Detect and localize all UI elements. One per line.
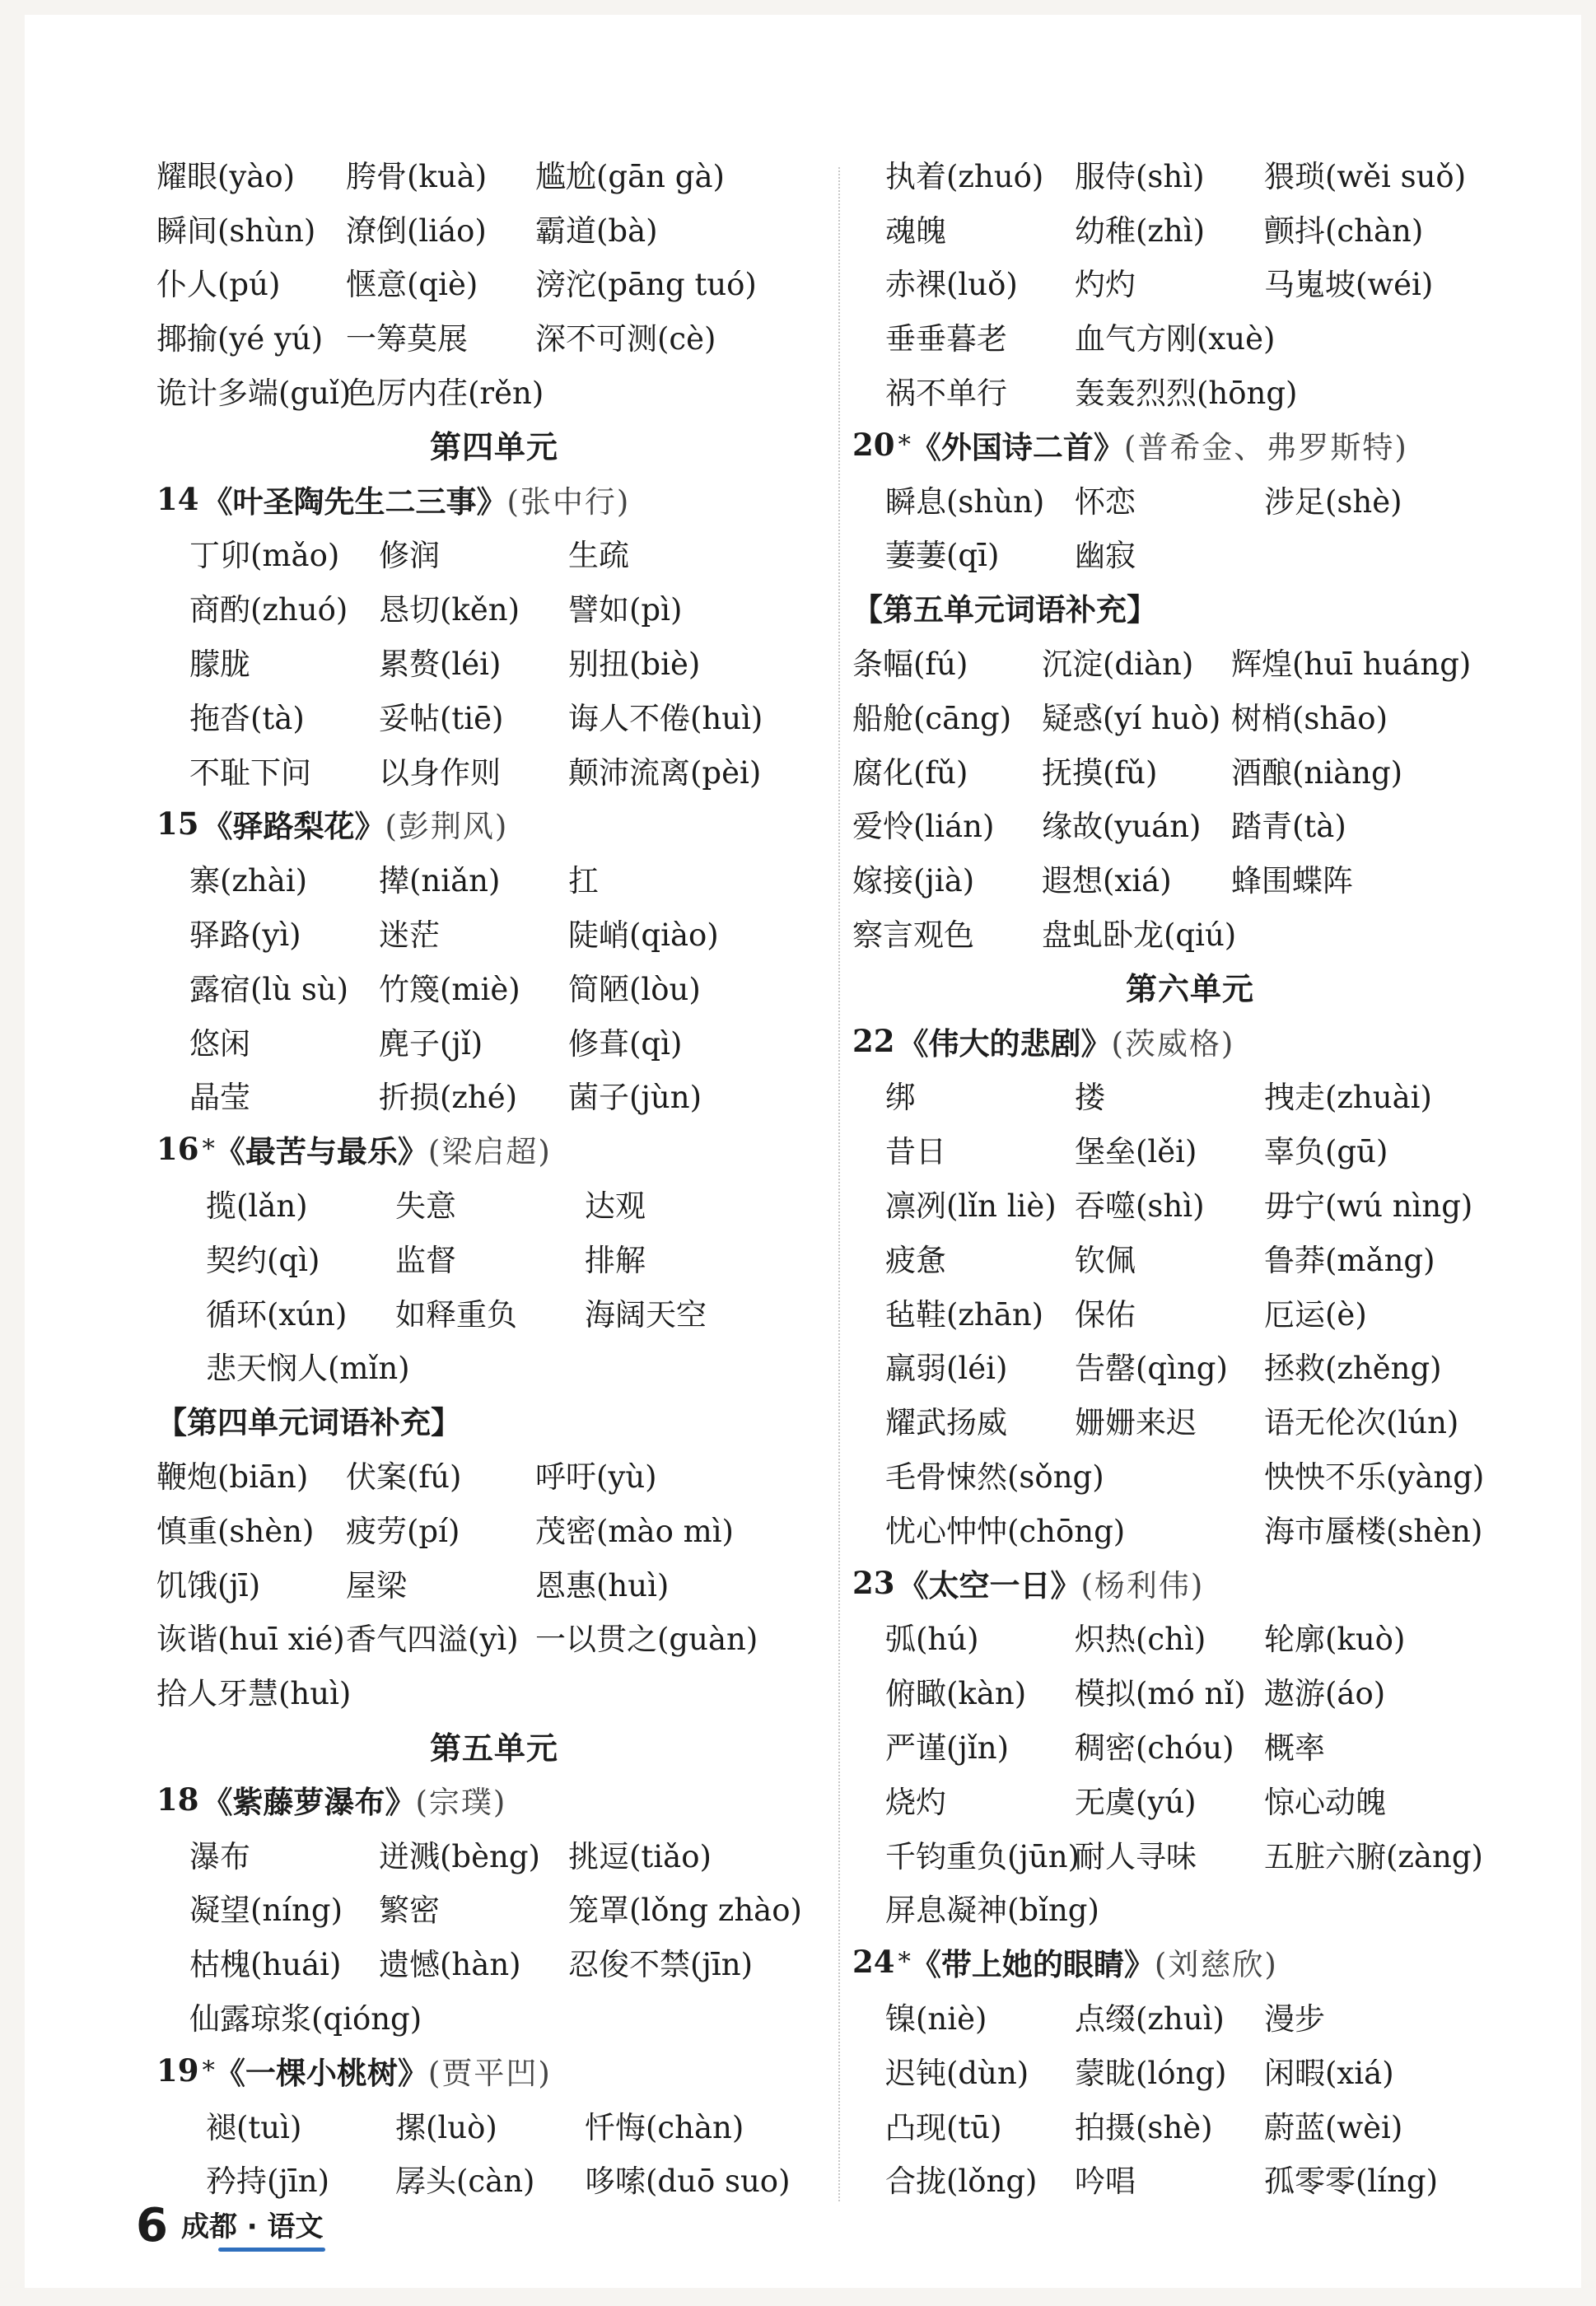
vocab-row (156, 363, 832, 418)
vocab-item: 麂子(jǐ) (379, 1025, 483, 1062)
vocab-item: 寨(zhài) (189, 863, 308, 899)
vocab-item: 揽(lǎn) (206, 1188, 308, 1225)
vocab-item: 忧心忡忡(chōng) (885, 1513, 1126, 1549)
vocab-row (156, 1664, 832, 1718)
lesson-author: (宗璞) (415, 1784, 507, 1820)
vocab-item: 服侍(shì) (1075, 158, 1205, 194)
vocab-row (852, 1230, 1528, 1285)
lesson-author: (普希金、弗罗斯特) (1123, 429, 1408, 465)
vocab-row (852, 2151, 1528, 2206)
lesson-heading (852, 1014, 1528, 1068)
vocab-item: 萋萋(qī) (885, 538, 1000, 574)
lesson-title: 《最苦与最乐》 (214, 1133, 428, 1170)
vocab-item: 绑 (885, 1080, 916, 1116)
vocab-row (852, 1610, 1528, 1664)
vocab-item: 孱头(càn) (395, 2164, 535, 2200)
lesson-star: * (202, 1134, 215, 1165)
vocab-item: 遨游(áo) (1264, 1676, 1386, 1712)
vocab-item: 香气四溢(yì) (346, 1622, 519, 1658)
lesson-title: 《伟大的悲剧》 (898, 1025, 1112, 1062)
vocab-item: 色厉内荏(rěn) (346, 376, 544, 412)
vocab-item: 商酌(zhuó) (189, 592, 348, 628)
vocab-item: 疲惫 (885, 1242, 946, 1278)
vocab-item: 厄运(è) (1264, 1296, 1367, 1333)
vocab-item: 茂密(mào mì) (535, 1513, 734, 1549)
vocab-item: 蜂围蝶阵 (1231, 863, 1353, 899)
lesson-title: 《外国诗二首》 (910, 428, 1124, 465)
lesson-heading (852, 418, 1528, 472)
vocab-row (156, 1285, 832, 1339)
lesson-author: (刘慈欣) (1154, 1947, 1278, 1983)
vocab-row (852, 1989, 1528, 2043)
vocab-row (852, 1881, 1528, 1935)
vocab-item: 祸不单行 (885, 376, 1007, 412)
lesson-heading (852, 1556, 1528, 1610)
vocab-item: 马嵬坡(wéi) (1264, 267, 1434, 303)
lesson-author: (梁启超) (427, 1134, 552, 1170)
vocab-item: 条幅(fú) (852, 647, 968, 683)
vocab-item: 合拢(lǒng) (885, 2164, 1038, 2200)
vocab-row (156, 1501, 832, 1556)
lesson-number: 22 (852, 1022, 895, 1059)
vocab-item: 撵(niǎn) (379, 863, 501, 899)
lesson-star: * (202, 2055, 215, 2085)
vocab-item: 不耻下问 (189, 754, 311, 791)
vocab-item: 朦胧 (189, 647, 250, 683)
vocab-row (852, 363, 1528, 418)
vocab-row (156, 1230, 832, 1285)
vocab-row (156, 147, 832, 201)
vocab-item: 疑惑(yí huò) (1042, 700, 1221, 736)
vocab-item: 别扭(biè) (568, 647, 701, 683)
vocab-item: 哆嗦(duō suo) (585, 2164, 791, 2200)
vocab-row (852, 1718, 1528, 1772)
vocab-item: 恩惠(huì) (535, 1567, 670, 1603)
lesson-author: (茨威格) (1111, 1025, 1235, 1062)
vocab-item: 悲天悯人(mǐn) (206, 1351, 410, 1387)
vocab-row (156, 905, 832, 959)
lesson-author: (贾平凹) (427, 2055, 552, 2091)
vocab-item: 颠沛流离(pèi) (568, 754, 762, 791)
vocab-item: 瞬息(shùn) (885, 483, 1045, 520)
vocab-item: 如释重负 (395, 1296, 517, 1333)
vocab-item: 恳切(kěn) (379, 592, 520, 628)
vocab-item: 伏案(fú) (346, 1459, 462, 1496)
vocab-item: 折损(zhé) (379, 1080, 518, 1116)
vocab-row (852, 1772, 1528, 1827)
vocab-row (852, 2098, 1528, 2152)
vocab-item: 滂沱(pāng tuó) (535, 267, 757, 303)
vocab-item: 悠闲 (189, 1025, 250, 1062)
vocab-item: 累赘(léi) (379, 647, 502, 683)
vocab-item: 遗憾(hàn) (379, 1947, 521, 1983)
supplement-heading: 【第五单元词语补充】 (852, 591, 1157, 628)
vocab-item: 血气方刚(xuè) (1075, 321, 1276, 357)
vocab-row (852, 147, 1528, 201)
vocab-item: 幽寂 (1075, 538, 1136, 574)
vocab-item: 俯瞰(kàn) (885, 1676, 1027, 1712)
vocab-item: 嫁接(jià) (852, 863, 975, 899)
vocab-item: 丁卯(mǎo) (189, 538, 340, 574)
vocab-item: 海阔天空 (585, 1296, 707, 1333)
subject-label: 成都 · 语文 (180, 2210, 324, 2243)
workbook-page (25, 15, 1581, 2288)
lesson-title: 《驿路梨花》 (202, 808, 385, 845)
vocab-item: 监督 (395, 1242, 456, 1278)
vocab-item: 告罄(qìng) (1075, 1351, 1228, 1387)
vocab-item: 耐人寻味 (1075, 1838, 1197, 1874)
vocab-item: 概率 (1264, 1730, 1325, 1766)
vocab-row (156, 1881, 832, 1935)
vocab-item: 屋梁 (346, 1567, 407, 1603)
lesson-title: 《带上她的眼睛》 (910, 1946, 1155, 1983)
vocab-item: 循环(xún) (206, 1296, 348, 1333)
lesson-title: 《太空一日》 (898, 1566, 1081, 1603)
vocab-item: 饥饿(jī) (156, 1567, 261, 1603)
vocab-row (156, 959, 832, 1014)
vocab-item: 垂垂暮老 (885, 321, 1007, 357)
vocab-item: 晶莹 (189, 1080, 250, 1116)
vocab-row (852, 255, 1528, 310)
vocab-row (156, 1068, 832, 1123)
lesson-heading (156, 472, 832, 526)
vocab-item: 堡垒(lěi) (1075, 1134, 1197, 1170)
vocab-item: 诲人不倦(huì) (568, 700, 763, 736)
vocab-row (852, 526, 1528, 581)
vocab-item: 简陋(lòu) (568, 971, 701, 1007)
vocab-item: 搂 (1075, 1080, 1105, 1116)
vocab-item: 点缀(zhuì) (1075, 2000, 1225, 2037)
vocab-item: 陡峭(qiào) (568, 917, 719, 954)
vocab-item: 镍(niè) (885, 2000, 987, 2037)
lesson-number: 18 (156, 1781, 199, 1818)
page-number: 6 (136, 2199, 168, 2252)
vocab-item: 蒙眬(lóng) (1075, 2055, 1227, 2091)
vocab-item: 凝望(níng) (189, 1893, 343, 1929)
vocab-item: 千钧重负(jūn) (885, 1838, 1080, 1874)
vocab-item: 诡计多端(guǐ) (156, 376, 352, 412)
vocab-row (852, 1068, 1528, 1123)
vocab-row (156, 526, 832, 581)
vocab-item: 姗姗来迟 (1075, 1405, 1197, 1441)
vocab-item: 忍俊不禁(jīn) (568, 1947, 754, 1983)
page-footer (136, 2199, 324, 2252)
subject-underline (218, 2248, 325, 2252)
vocab-item: 涉足(shè) (1264, 483, 1402, 520)
supplement-heading: 【第四单元词语补充】 (156, 1404, 461, 1441)
vocab-item: 酒酿(niàng) (1231, 754, 1403, 791)
vocab-item: 契约(qì) (206, 1242, 320, 1278)
vocab-item: 惊心动魄 (1264, 1784, 1386, 1820)
vocab-item: 疲劳(pí) (346, 1513, 460, 1549)
vocab-row (156, 851, 832, 905)
vocab-item: 执着(zhuó) (885, 158, 1044, 194)
lesson-title: 《紫藤萝瀑布》 (202, 1783, 416, 1820)
vocab-row (852, 472, 1528, 526)
vocab-item: 生疏 (568, 538, 629, 574)
vocab-item: 缘故(yuán) (1042, 809, 1202, 845)
unit-heading: 第四单元 (429, 428, 558, 466)
lesson-number: 14 (156, 480, 199, 517)
lesson-number: 23 (852, 1564, 895, 1601)
vocab-row (156, 1339, 832, 1393)
vocab-item: 诙谐(huī xié) (156, 1622, 345, 1658)
vocab-item: 钦佩 (1075, 1242, 1136, 1278)
vocab-item: 呼吁(yù) (535, 1459, 657, 1496)
column-divider (838, 167, 840, 2201)
vocab-item: 漫步 (1264, 2000, 1325, 2037)
vocab-item: 颤抖(chàn) (1264, 212, 1424, 249)
vocab-item: 树梢(shāo) (1231, 700, 1388, 736)
vocab-item: 枯槐(huái) (189, 1947, 342, 1983)
vocab-item: 妥帖(tiē) (379, 700, 504, 736)
vocab-item: 胯骨(kuà) (346, 158, 488, 194)
vocab-item: 拍摄(shè) (1075, 2109, 1213, 2145)
vocab-row (852, 1447, 1528, 1501)
vocab-item: 怏怏不乐(yàng) (1264, 1459, 1485, 1496)
vocab-item: 挑逗(tiǎo) (568, 1838, 712, 1874)
lesson-number: 15 (156, 805, 199, 843)
vocab-item: 屏息凝神(bǐng) (885, 1893, 1099, 1929)
vocab-item: 察言观色 (852, 917, 974, 954)
vocab-item: 霸道(bà) (535, 212, 658, 249)
vocab-item: 怀恋 (1075, 483, 1136, 520)
vocab-item: 瀑布 (189, 1838, 250, 1874)
vocab-row (852, 1122, 1528, 1176)
vocab-item: 繁密 (379, 1893, 440, 1929)
vocab-item: 昔日 (885, 1134, 946, 1170)
vocab-item: 拾人牙慧(huì) (156, 1676, 352, 1712)
vocab-item: 无虞(yú) (1075, 1784, 1197, 1820)
vocab-row (156, 2151, 832, 2206)
vocab-item: 毛骨悚然(sǒng) (885, 1459, 1104, 1496)
vocab-row (156, 1827, 832, 1881)
vocab-item: 炽热(chì) (1075, 1622, 1206, 1658)
vocab-item: 以身作则 (379, 754, 501, 791)
vocab-row (156, 2098, 832, 2152)
vocab-item: 猥琐(wěi suǒ) (1264, 158, 1467, 194)
vocab-row (156, 689, 832, 743)
vocab-item: 瞬间(shùn) (156, 212, 316, 249)
vocab-item: 幼稚(zhì) (1075, 212, 1206, 249)
vocab-item: 达观 (585, 1188, 646, 1225)
vocab-row (852, 1176, 1528, 1230)
vocab-item: 海市蜃楼(shèn) (1264, 1513, 1483, 1549)
lesson-star: * (898, 1947, 911, 1977)
vocab-row (156, 255, 832, 310)
vocab-row (852, 689, 1528, 743)
vocab-item: 稠密(chóu) (1075, 1730, 1234, 1766)
vocab-row (852, 1664, 1528, 1718)
vocab-item: 鲁莽(mǎng) (1264, 1242, 1435, 1278)
vocab-item: 一以贯之(guàn) (535, 1622, 758, 1658)
vocab-row (156, 580, 832, 634)
vocab-row (852, 309, 1528, 363)
lesson-title: 《一棵小桃树》 (214, 2054, 428, 2091)
vocab-item: 遐想(xiá) (1042, 863, 1172, 899)
vocab-item: 拖沓(tà) (189, 700, 305, 736)
vocab-item: 露宿(lù sù) (189, 971, 349, 1007)
lesson-number: 16 (156, 1131, 199, 1168)
vocab-item: 驿路(yì) (189, 917, 301, 954)
vocab-item: 赤裸(luǒ) (885, 267, 1018, 303)
vocab-item: 腐化(fǔ) (852, 754, 968, 791)
vocab-item: 失意 (395, 1188, 456, 1225)
vocab-item: 迸溅(bèng) (379, 1838, 540, 1874)
lesson-heading (156, 1122, 832, 1176)
vocab-item: 凛冽(lǐn liè) (885, 1188, 1057, 1225)
unit-heading: 第五单元 (429, 1729, 558, 1767)
lesson-title: 《叶圣陶先生二三事》 (202, 483, 507, 520)
vocab-item: 保佑 (1075, 1296, 1136, 1333)
vocab-item: 一筹莫展 (346, 321, 468, 357)
vocab-item: 修葺(qì) (568, 1025, 683, 1062)
vocab-item: 菌子(jùn) (568, 1080, 702, 1116)
vocab-row (852, 905, 1528, 959)
vocab-item: 尴尬(gān gà) (535, 158, 725, 194)
vocab-row (852, 2043, 1528, 2098)
vocab-item: 毋宁(wú nìng) (1264, 1188, 1473, 1225)
vocab-item: 深不可测(cè) (535, 321, 716, 357)
vocab-row (852, 1393, 1528, 1447)
lesson-heading (156, 1772, 832, 1827)
vocab-item: 拯救(zhěng) (1264, 1351, 1442, 1387)
vocab-row (852, 743, 1528, 797)
vocab-item: 惬意(qiè) (346, 267, 478, 303)
vocab-row (852, 797, 1528, 852)
vocab-item: 吞噬(shì) (1075, 1188, 1205, 1225)
vocab-item: 修润 (379, 538, 440, 574)
vocab-item: 魂魄 (885, 212, 946, 249)
vocab-row (156, 1556, 832, 1610)
vocab-item: 矜持(jīn) (206, 2164, 330, 2200)
vocab-item: 沉淀(diàn) (1042, 647, 1194, 683)
vocab-item: 孤零零(líng) (1264, 2164, 1439, 2200)
vocab-item: 辉煌(huī huáng) (1231, 647, 1472, 683)
vocab-item: 踏青(tà) (1231, 809, 1346, 845)
vocab-item: 严谨(jǐn) (885, 1730, 1010, 1766)
vocab-item: 耀武扬威 (885, 1405, 1007, 1441)
vocab-item: 辜负(gū) (1264, 1134, 1388, 1170)
vocab-row (852, 1339, 1528, 1393)
vocab-item: 爱怜(lián) (852, 809, 995, 845)
vocab-row (156, 743, 832, 797)
right-column (852, 147, 1528, 2206)
lesson-author: (杨利伟) (1080, 1567, 1205, 1603)
vocab-item: 摞(luò) (395, 2109, 497, 2145)
vocab-item: 竹篾(miè) (379, 971, 520, 1007)
vocab-row (156, 634, 832, 689)
vocab-item: 忏悔(chàn) (585, 2109, 744, 2145)
vocab-item: 闲暇(xiá) (1264, 2055, 1394, 2091)
vocab-item: 排解 (585, 1242, 646, 1278)
lesson-heading (852, 1935, 1528, 1989)
vocab-row (852, 1285, 1528, 1339)
vocab-item: 譬如(pì) (568, 592, 683, 628)
vocab-item: 迟钝(dùn) (885, 2055, 1029, 2091)
vocab-row (852, 1501, 1528, 1556)
vocab-row (156, 1935, 832, 1989)
lesson-number: 24 (852, 1944, 895, 1981)
vocab-item: 毡鞋(zhān) (885, 1296, 1044, 1333)
vocab-item: 吟唱 (1075, 2164, 1136, 2200)
vocab-item: 褪(tuì) (206, 2109, 302, 2145)
vocab-item: 轮廓(kuò) (1264, 1622, 1406, 1658)
vocab-item: 扛 (568, 863, 599, 899)
left-column (156, 147, 832, 2206)
vocab-item: 仙露琼浆(qióng) (189, 2000, 422, 2037)
vocab-item: 烧灼 (885, 1784, 946, 1820)
lesson-heading (156, 797, 832, 852)
vocab-item: 羸弱(léi) (885, 1351, 1008, 1387)
lesson-number: 19 (156, 2052, 199, 2089)
vocab-item: 仆人(pú) (156, 267, 281, 303)
vocab-item: 蔚蓝(wèi) (1264, 2109, 1403, 2145)
vocab-item: 抚摸(fǔ) (1042, 754, 1158, 791)
vocab-row (852, 201, 1528, 255)
vocab-row (156, 1014, 832, 1068)
lesson-number: 20 (852, 426, 895, 463)
vocab-row (852, 1827, 1528, 1881)
unit-heading: 第六单元 (1125, 970, 1254, 1008)
vocab-row (852, 851, 1528, 905)
vocab-row (156, 309, 832, 363)
vocab-row (156, 201, 832, 255)
vocab-item: 慎重(shèn) (156, 1513, 315, 1549)
vocab-item: 迷茫 (379, 917, 440, 954)
vocab-row (156, 1447, 832, 1501)
vocab-item: 鞭炮(biān) (156, 1459, 309, 1496)
vocab-row (156, 1989, 832, 2043)
vocab-item: 五脏六腑(zàng) (1264, 1838, 1483, 1874)
vocab-item: 拽走(zhuài) (1264, 1080, 1432, 1116)
vocab-item: 耀眼(yào) (156, 158, 296, 194)
vocab-item: 盘虬卧龙(qiú) (1042, 917, 1237, 954)
vocab-item: 灼灼 (1075, 267, 1136, 303)
vocab-row (156, 1610, 832, 1664)
vocab-row (156, 1176, 832, 1230)
vocab-row (852, 634, 1528, 689)
lesson-heading (156, 2043, 832, 2098)
vocab-item: 船舱(cāng) (852, 700, 1012, 736)
lesson-author: (张中行) (506, 483, 631, 520)
vocab-item: 模拟(mó nǐ) (1075, 1676, 1246, 1712)
vocab-item: 轰轰烈烈(hōng) (1075, 376, 1298, 412)
vocab-item: 潦倒(liáo) (346, 212, 487, 249)
vocab-item: 笼罩(lǒng zhào) (568, 1893, 802, 1929)
vocab-item: 揶揄(yé yú) (156, 321, 324, 357)
vocab-item: 语无伦次(lún) (1264, 1405, 1459, 1441)
lesson-author: (彭荆风) (385, 809, 509, 845)
vocab-item: 弧(hú) (885, 1622, 979, 1658)
vocab-item: 凸现(tū) (885, 2109, 1002, 2145)
lesson-star: * (898, 429, 911, 460)
